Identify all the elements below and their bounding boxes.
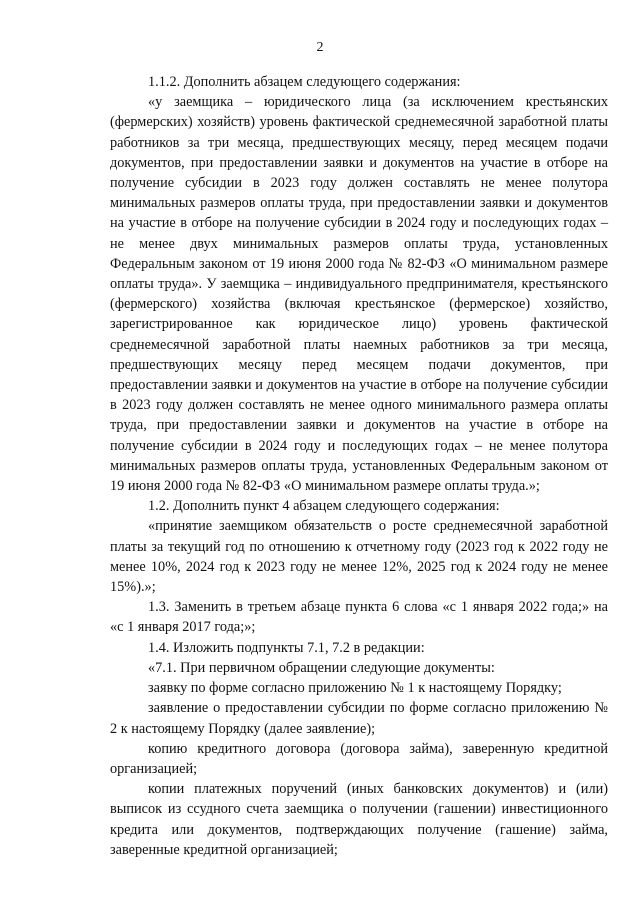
- paragraph: 1.2. Дополнить пункт 4 абзацем следующего содержания:: [148, 498, 500, 515]
- document-body: [110, 72, 608, 860]
- paragraph: 1.4. Изложить подпункты 7.1, 7.2 в редакции:: [148, 639, 425, 656]
- paragraph: копии платежных поручений (иных банковских документов) и (или) выписок из ссудного счета заемщика о получении (гашении) инвестиционного кредита или документов, подтверждающих получение (гашение) займа, заверенные кредитной организацией;: [110, 781, 608, 858]
- paragraph: 1.3. Заменить в третьем абзаце пункта 6 слова «с 1 января 2022 года;» на «с 1 января 2017 года;»;: [110, 599, 608, 636]
- page-number: 2: [316, 40, 324, 55]
- paragraph: копию кредитного договора (договора займа), заверенную кредитной организацией;: [110, 740, 608, 777]
- paragraph: «7.1. При первичном обращении следующие документы:: [148, 659, 495, 676]
- paragraph: «у заемщика – юридического лица (за исключением крестьянских (фермерских) хозяйств) уровень фактической среднемесячной заработной платы работников за три месяца, предшествующих месяцу, перед месяцем подачи документов, при предоставлении заявки и документов на участие в отборе на получение субсидии в 2023 году должен составлять не менее полутора минимальных размеров оплаты труда, при предоставлении заявки и документов на участие в отборе на получение субсидии в 2024 году и последующих годах – не менее двух минимальных размеров оплаты труда, установленных Федеральным законом от 19 июня 2000 года № 82-ФЗ «О минимальном размере оплаты труда». У заемщика – индивидуального предпринимателя, крестьянского (фермерского) хозяйства (включая крестьянское (фермерское) хозяйство, зарегистрированное как юридическое лицо) уровень фактической среднемесячной заработной платы наемных работников за три месяца, предшествующих месяцу перед месяцем подачи документов, при предоставлении заявки и документов на участие в отборе на получение субсидии в 2023 году должен составлять не менее одного минимального размера оплаты труда, при предоставлении заявки и документов на участие в отборе на получение субсидии в 2024 году и последующих годах – не менее полутора минимальных размеров оплаты труда, установленных Федеральным законом от 19 июня 2000 года № 82-ФЗ «О минимальном размере оплаты труда.»;: [110, 94, 608, 495]
- paragraph: «принятие заемщиком обязательств о росте среднемесячной заработной платы за текущий год по отношению к отчетному году (2023 год к 2022 году не менее 10%, 2024 год к 2023 году не менее 12%, 2025 год к 2024 году не менее 15%).»;: [110, 518, 608, 596]
- paragraph: 1.1.2. Дополнить абзацем следующего содержания:: [148, 74, 461, 90]
- paragraph: заявление о предоставлении субсидии по форме согласно приложению № 2 к настоящему Порядку (далее заявление);: [110, 700, 608, 737]
- paragraph: заявку по форме согласно приложению № 1 к настоящему Порядку;: [148, 680, 562, 697]
